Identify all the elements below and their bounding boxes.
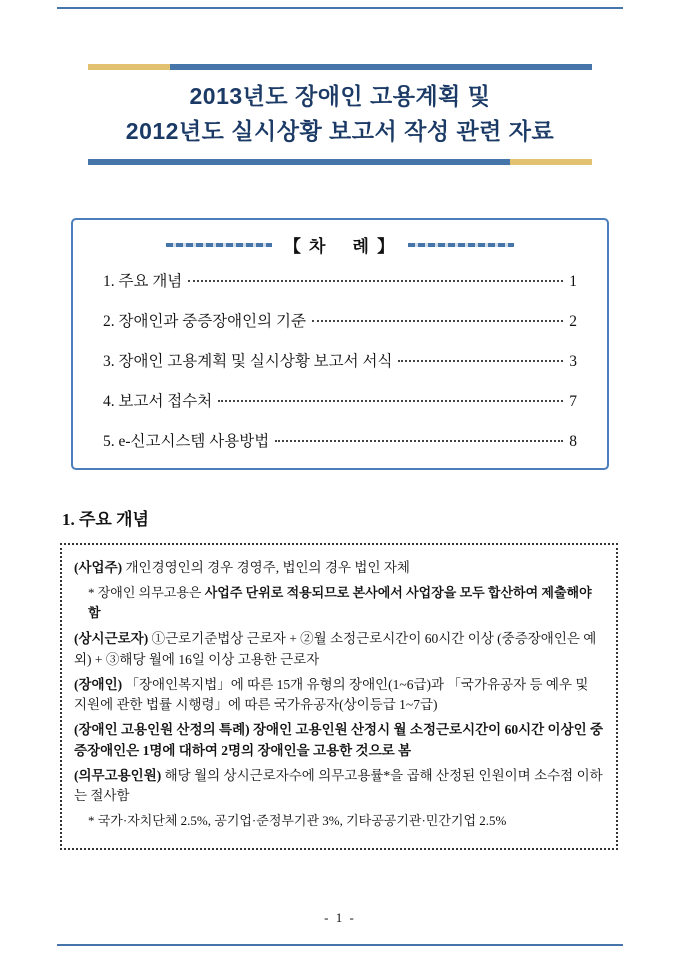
definition-term: (장애인) (74, 676, 123, 692)
toc-title: 【 차 례 】 (283, 237, 397, 256)
toc-item (103, 349, 577, 389)
title-bottom-bar (88, 159, 592, 165)
definition-body: 해당 월의 상시근로자수에 의무고용률*을 곱해 산정된 인원이며 소수점 이하는 절사함 (74, 767, 603, 803)
definition-body: 「장애인복지법」에 따른 15개 유형의 장애인(1~6급)과 「국가유공자 등 예우 및 지원에 관한 법률 시행령」에 따른 국가유공자(상이등급 1~7급) (74, 676, 589, 712)
bottom-page-rule (57, 944, 623, 946)
table-of-contents (71, 218, 609, 470)
note-lead: * 장애인 의무고용은 (88, 585, 205, 601)
toc-item-label: 5. e-신고시스템 사용방법 (103, 433, 270, 450)
title-bottom-bar-yellow-segment (510, 159, 592, 165)
definition-note-rates (88, 811, 604, 831)
toc-dot-leader (188, 280, 563, 282)
definition-paragraph-regular-worker (74, 629, 604, 670)
document-title (88, 79, 592, 148)
definition-term: (상시근로자) (74, 631, 149, 647)
definition-note-employer (88, 583, 604, 622)
title-top-bar (88, 64, 592, 70)
page-number-footer: - 1 - (324, 910, 356, 925)
toc-dot-leader (275, 440, 563, 442)
toc-dot-leader (218, 400, 563, 402)
toc-item-label: 2. 장애인과 중증장애인의 기준 (103, 313, 306, 330)
toc-item-page: 3 (569, 353, 577, 370)
toc-dot-leader (398, 360, 563, 362)
toc-item-label: 3. 장애인 고용계획 및 실시상황 보고서 서식 (103, 353, 393, 370)
toc-item (103, 389, 577, 429)
definition-body: 개인경영인의 경우 경영주, 법인의 경우 법인 자체 (122, 560, 410, 575)
toc-item-label: 1. 주요 개념 (103, 273, 183, 290)
toc-item-page: 8 (569, 433, 577, 450)
toc-list (103, 269, 577, 469)
section-heading: 1. 주요 개념 (62, 510, 149, 529)
toc-decorative-line-right (408, 243, 514, 247)
toc-header (103, 232, 577, 257)
toc-item-page: 7 (569, 393, 577, 410)
definition-paragraph-employer (74, 558, 604, 578)
note-emphasis: 사업주 단위로 적용되므로 본사에서 사업장을 모두 합산하여 제출해야 함 (88, 585, 592, 620)
definitions-box (60, 543, 618, 850)
definition-paragraph-disabled-person (74, 675, 604, 716)
definition-paragraph-mandatory-headcount (74, 766, 604, 807)
definition-term-and-body: (장애인 고용인원 산정의 특례) 장애인 고용인원 산정시 월 소정근로시간이 60시간 이상인 중증장애인은 1명에 대하여 2명의 장애인을 고용한 것으로 봄 (74, 722, 604, 758)
toc-dot-leader (312, 320, 563, 322)
toc-item-page: 2 (569, 313, 577, 330)
definition-term: (사업주) (74, 560, 123, 575)
document-title-line2: 2012년도 실시상황 보고서 작성 관련 자료 (125, 117, 555, 144)
note-body: * 국가·자치단체 2.5%, 공기업·준정부기관 3%, 기타공공기관·민간기업 2.5% (88, 813, 507, 829)
toc-item (103, 429, 577, 469)
toc-item-page: 1 (569, 273, 577, 290)
toc-decorative-line-left (166, 243, 272, 247)
title-banner (88, 64, 592, 165)
title-top-bar-blue-segment (170, 64, 592, 70)
definition-body: ①근로기준법상 근로자 + ②월 소정근로시간이 60시간 이상 (중증장애인은 예외) + ③해당 월에 16일 이상 고용한 근로자 (74, 631, 597, 667)
document-title-line1: 2013년도 장애인 고용계획 및 (189, 83, 491, 109)
definition-term: (의무고용인원) (74, 767, 162, 783)
title-top-bar-yellow-segment (88, 64, 170, 70)
toc-item (103, 309, 577, 349)
top-page-rule (57, 7, 623, 9)
title-bottom-bar-blue-segment (88, 159, 510, 165)
toc-item (103, 269, 577, 309)
toc-item-label: 4. 보고서 접수처 (103, 393, 213, 410)
definition-paragraph-special-counting (74, 720, 604, 761)
